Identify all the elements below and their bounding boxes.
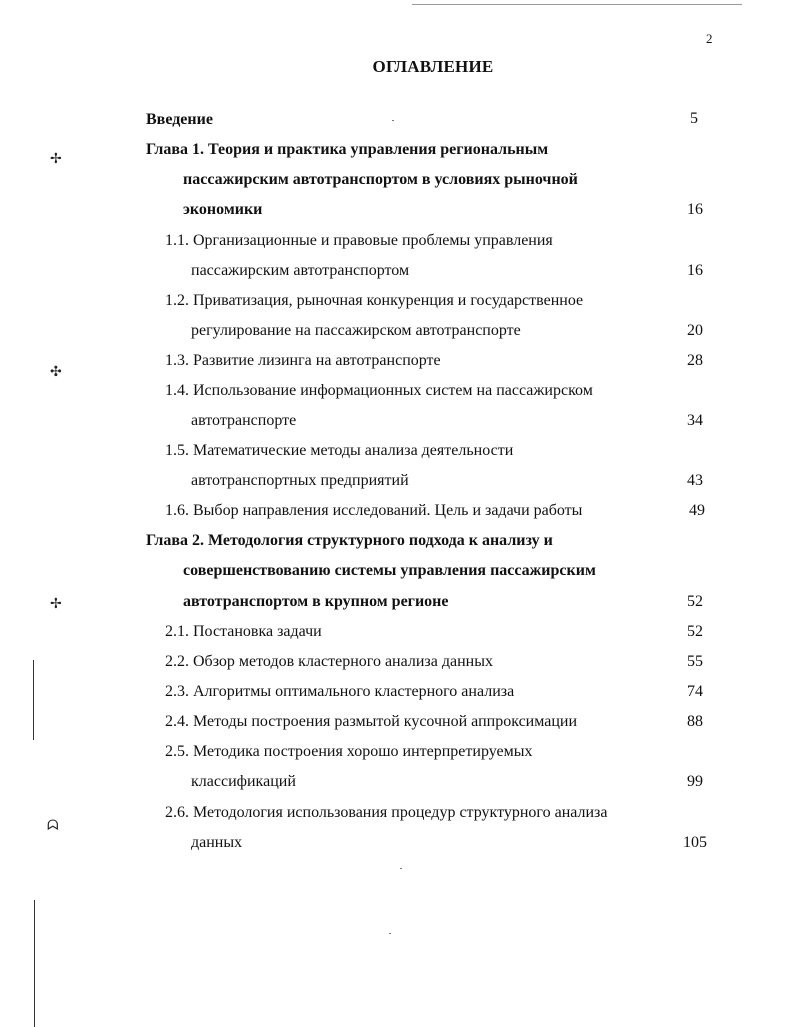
toc-section-2-6-page: 105 (683, 834, 707, 851)
toc-chapter-1-line-1: Глава 1. Теория и практика управления региональным (146, 141, 549, 158)
toc-section-1-3-page: 28 (687, 352, 703, 369)
toc-section-1-1-page: 16 (687, 262, 703, 279)
margin-scan-mark-icon: ✢ (50, 152, 62, 167)
toc-section-2-4-page: 88 (687, 713, 703, 730)
toc-section-2-1-page: 52 (687, 623, 703, 640)
toc-section-2-6-line-1: 2.6. Методология использования процедур структурного анализа (165, 804, 608, 821)
toc-section-1-2-line-1: 1.2. Приватизация, рыночная конкуренция и государственное (165, 292, 584, 309)
toc-section-1-6-line-1: 1.6. Выбор направления исследований. Цель и задачи работы (165, 502, 583, 519)
toc-section-2-6-line-2: данных (191, 834, 243, 851)
scan-speck (400, 868, 402, 869)
margin-edge-line (33, 660, 34, 740)
toc-section-2-5-line-1: 2.5. Методика построения хорошо интерпретируемых (165, 743, 533, 760)
toc-section-2-4-line-1: 2.4. Методы построения размытой кусочной аппроксимации (165, 713, 578, 730)
margin-scan-mark-icon: ✢ (50, 597, 62, 612)
toc-section-2-3-page: 74 (687, 683, 703, 700)
toc-section-1-5-line-1: 1.5. Математические методы анализа деятельности (165, 442, 514, 459)
toc-section-2-1-line-1: 2.1. Постановка задачи (165, 623, 322, 640)
toc-section-1-2-page: 20 (687, 322, 703, 339)
toc-section-1-6-page: 49 (689, 502, 705, 519)
toc-chapter-1-line-3: экономики (183, 201, 263, 218)
margin-scan-mark-icon: ✣ (50, 365, 62, 380)
page-title: ОГЛАВЛЕНИЕ (372, 57, 494, 76)
toc-section-1-5-page: 43 (687, 472, 703, 489)
toc-chapter-2-line-3: автотранспортом в крупном регионе (183, 593, 449, 610)
toc-chapter-2-line-2: совершенствованию системы управления пассажирским (183, 562, 596, 579)
toc-section-1-1-line-2: пассажирским автотранспортом (191, 262, 410, 279)
toc-section-1-4-line-1: 1.4. Использование информационных систем на пассажирском (165, 382, 593, 399)
toc-chapter-2-page: 52 (687, 593, 703, 610)
toc-chapter-2-line-1: Глава 2. Методология структурного подхода к анализу и (146, 532, 553, 549)
toc-section-2-3-line-1: 2.3. Алгоритмы оптимального кластерного анализа (165, 683, 515, 700)
toc-section-1-4-line-2: автотранспорте (191, 412, 297, 429)
toc-entry-intro-title: Введение (146, 111, 213, 128)
toc-section-1-1-line-1: 1.1. Организационные и правовые проблемы управления (165, 232, 553, 249)
scan-speck (389, 933, 391, 934)
toc-entry-intro-page: 5 (690, 110, 698, 127)
toc-section-2-2-line-1: 2.2. Обзор методов кластерного анализа данных (165, 653, 493, 670)
toc-chapter-1-line-2: пассажирским автотранспортом в условиях рыночной (183, 171, 578, 188)
margin-scan-mark-icon: ᗣ (47, 819, 59, 834)
toc-section-1-4-page: 34 (687, 412, 703, 429)
toc-section-1-2-line-2: регулирование на пассажирском автотранспорте (191, 322, 521, 339)
toc-section-1-5-line-2: автотранспортных предприятий (191, 472, 409, 489)
toc-section-2-5-line-2: классификаций (191, 773, 296, 790)
toc-chapter-1-page: 16 (687, 201, 703, 218)
toc-section-2-5-page: 99 (687, 773, 703, 790)
toc-section-2-2-page: 55 (687, 653, 703, 670)
margin-edge-line (34, 900, 35, 1027)
toc-section-1-3-line-1: 1.3. Развитие лизинга на автотранспорте (165, 352, 441, 369)
scan-speck (392, 120, 394, 121)
page-number: 2 (706, 31, 713, 46)
